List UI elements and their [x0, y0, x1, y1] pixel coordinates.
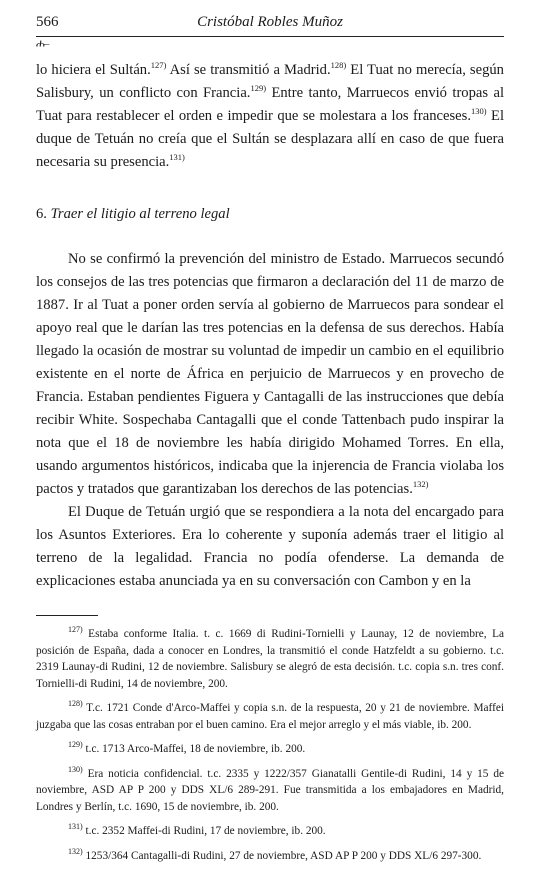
footnote-number: 132)	[68, 846, 83, 856]
footnote-text: Estaba conforme Italia. t. c. 1669 di Rudini-Tornielli y Launay, 12 de noviembre, La posición de España, dada a conocer en Londres, la transmitió el conde Hatzfeldt a su gobierno. t.c. 2319 Launay-di Rudini, 12 de noviembre. Salisbury se alegró de esta decisión. t.c. copia s.n. tres conf. Tornielli-di Rudini, 14 de noviembre, 200.	[36, 628, 504, 690]
footnote-reference: 127)	[150, 60, 167, 71]
footnote-129	[36, 741, 504, 758]
running-title: Cristóbal Robles Muñoz	[197, 14, 343, 30]
text-run: El duque de Tetuán no creía que el Sultán se desplazara allí en caso de que fuera necesaria su presencia.	[36, 108, 504, 170]
footnote-reference: 130)	[470, 106, 487, 117]
paragraph-top	[36, 59, 504, 174]
footnote-number: 127)	[68, 625, 83, 635]
footnote-number: 128)	[68, 699, 83, 709]
running-head	[36, 14, 504, 37]
text-run: El Tuat no merecía, según Salisbury, un conflicto con Francia.	[36, 62, 504, 101]
text-run: El Duque de Tetuán urgió que se respondiera a la nota del encargado para los Asuntos Exteriores. Era lo coherente y suponía además traer el litigio al terreno de la legalidad. Francia no podía ofenderse. La demanda de explicaciones estaba anunciada ya en su conversación con Cambon y en la	[36, 504, 504, 589]
book-page	[36, 14, 504, 872]
section-number: 6.	[36, 206, 47, 222]
footnote-131	[36, 823, 504, 840]
footnote-128	[36, 700, 504, 733]
footnote-text: t.c. 1713 Arco-Maffei, 18 de noviembre, ib. 200.	[85, 743, 306, 755]
text-run: No se confirmó la prevención del ministro de Estado. Marruecos secundó los consejos de las tres potencias que firmaron a declaración del 11 de marzo de 1887. Ir al Tuat a poner orden servía al gobierno de Marruecos para sondear el apoyo real que le darían las tres potencias en la defensa de sus derechos. Había llegado la ocasión de mostrar su voluntad de impedir un cambio en el equilibrio existente en el norte de África en perjuicio de Marruecos y en provecho de Francia. Estaban pendientes Figuera y Cantagalli de las instrucciones que debía recibir White. Sospechaba Cantagalli que el conde Tattenbach pudo inspirar la nota que el 18 de noviembre les había dirigido Mohamed Torres. En ella, usando argumentos históricos, indicaba que la injerencia de Francia violaba los pactos y tratados que garantizaban los derechos de las potencias.	[36, 251, 504, 497]
footnote-text: 1253/364 Cantagalli-di Rudini, 27 de noviembre, ASD AP P 200 y DDS XL/6 297-300.	[85, 849, 482, 862]
paragraph-1	[36, 248, 504, 501]
footnote-130	[36, 766, 504, 816]
text-run: Así se transmitió a Madrid.	[166, 62, 331, 78]
footnote-number: 129)	[68, 740, 83, 750]
footnote-reference: 129)	[250, 83, 267, 94]
footnote-reference: 132)	[412, 479, 429, 490]
footnote-132	[36, 848, 504, 865]
footnote-reference: 128)	[330, 60, 347, 71]
footnote-text: T.c. 1721 Conde d'Arco-Maffei y copia s.n. de la respuesta, 20 y 21 de noviembre. Maffei juzgaba que las cosas entraban por el buen camino. Era el mejor arreglo y el más viable, ib. 200.	[36, 702, 504, 731]
footnote-rule	[36, 615, 98, 616]
page-number: 566	[36, 14, 59, 30]
section-heading	[36, 203, 504, 226]
footnote-text: t.c. 2352 Maffei-di Rudini, 17 de noviembre, ib. 200.	[85, 825, 326, 837]
footnote-text: Era noticia confidencial. t.c. 2335 y 1222/357 Gianatalli Gentile-di Rudini, 14 y 15 de noviembre, ASD AP P 200 y DDS XL/6 289-291. Fue transmitida a los embajadores en Madrid, Londres y Berlín, t.c. 1690, 15 de noviembre, ib. 200.	[36, 767, 505, 813]
ink-smudge-mark: ሐ–	[36, 38, 49, 50]
footnote-reference: 131)	[169, 152, 185, 163]
footnote-number: 130)	[68, 764, 83, 774]
footnotes	[36, 626, 504, 864]
paragraph-continued	[36, 59, 504, 174]
footnote-127	[36, 626, 504, 692]
text-run: Entre tanto, Marruecos envió tropas al Tuat para restablecer el orden e impedir que se molestara a los franceses.	[36, 85, 505, 124]
text-run: lo hiciera el Sultán.	[36, 62, 151, 78]
section-title: Traer el litigio al terreno legal	[50, 206, 230, 222]
footnote-number: 131)	[68, 822, 83, 832]
section-body	[36, 248, 504, 593]
paragraph-2	[36, 501, 504, 593]
